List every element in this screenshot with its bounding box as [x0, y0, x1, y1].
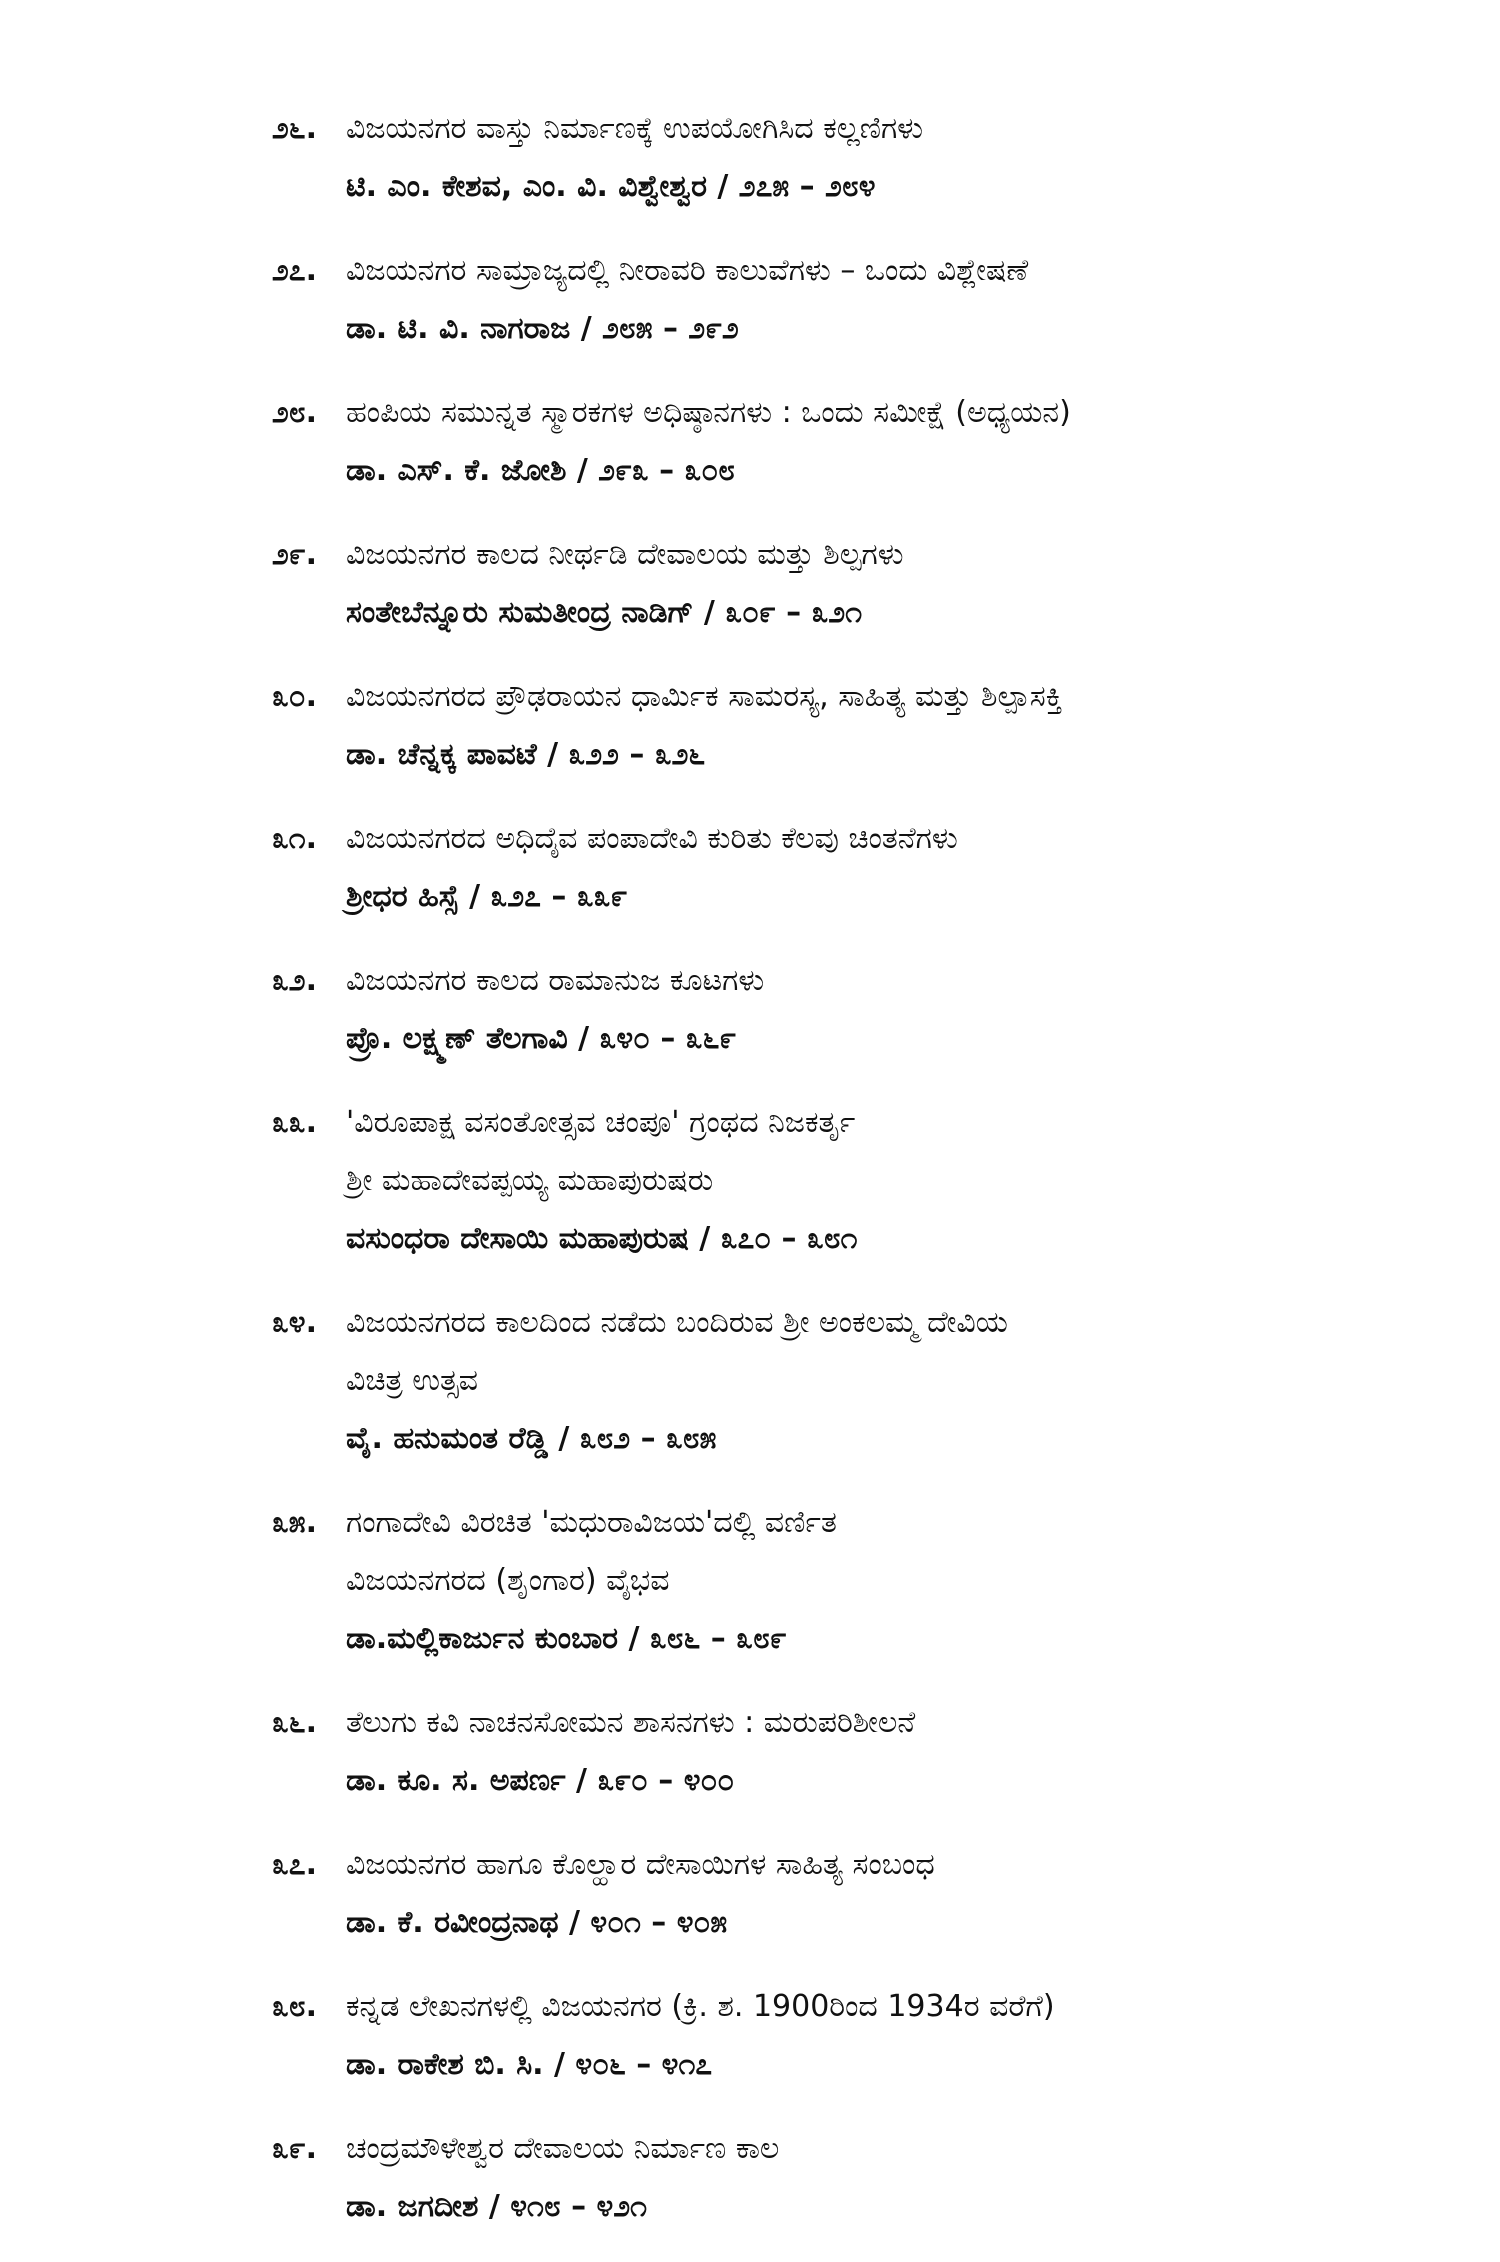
entry-author-pages: ವಸುಂಧರಾ ದೇಸಾಯಿ ಮಹಾಪುರುಷ / ೩೭೦ – ೩೮೧ — [346, 1221, 858, 1256]
entry-title: ವಿಜಯನಗರ ಸಾಮ್ರಾಜ್ಯದಲ್ಲಿ ನೀರಾವರಿ ಕಾಲುವೆಗಳು – ಒಂದು ವಿಶ್ಲೇಷಣೆ — [346, 253, 1029, 288]
entry-author-pages: ಡಾ. ಕೆ. ರವೀಂದ್ರನಾಥ / ೪೦೧ – ೪೦೫ — [346, 1905, 728, 1940]
entry-title: ವಿಜಯನಗರದ ಕಾಲದಿಂದ ನಡೆದು ಬಂದಿರುವ ಶ್ರೀ ಅಂಕಲಮ್ಮ ದೇವಿಯ — [346, 1305, 1008, 1340]
toc-entry — [272, 810, 1272, 926]
entry-author-pages: ಟಿ. ಎಂ. ಕೇಶವ, ಎಂ. ವಿ. ವಿಶ್ವೇಶ್ವರ / ೨೭೫ – ೨೮೪ — [346, 169, 876, 204]
entry-title: ವಿಜಯನಗರ ಕಾಲದ ನೀರ್ಥಡಿ ದೇವಾಲಯ ಮತ್ತು ಶಿಲ್ಪಗಳು — [346, 537, 904, 572]
toc-entry — [272, 1094, 1272, 1268]
toc-entry — [272, 100, 1272, 216]
entry-number: ೩೧. — [272, 821, 317, 856]
entry-body — [346, 1294, 1272, 1468]
entry-title: ಹಂಪಿಯ ಸಮುನ್ನತ ಸ್ಮಾರಕಗಳ ಅಧಿಷ್ಠಾನಗಳು : ಒಂದು ಸಮೀಕ್ಷೆ (ಅಧ್ಯಯನ) — [346, 395, 1071, 430]
entry-author-pages: ಪ್ರೊ. ಲಕ್ಷ್ಮಣ್ ತೆಲಗಾವಿ / ೩೪೦ – ೩೬೯ — [346, 1021, 737, 1056]
toc-entry — [272, 1836, 1272, 1952]
entry-number: ೩೩. — [272, 1105, 317, 1140]
entry-number: ೩೨. — [272, 963, 317, 998]
entry-title: ವಿಜಯನಗರ ಹಾಗೂ ಕೊಲ್ಹಾರ ದೇಸಾಯಿಗಳ ಸಾಹಿತ್ಯ ಸಂಬಂಧ — [346, 1847, 935, 1882]
entry-body — [346, 2120, 1272, 2236]
entry-author-pages: ಶ್ರೀಧರ ಹಿಸ್ಸೆ / ೩೨೭ – ೩೩೯ — [346, 879, 628, 914]
entry-title: 'ವಿರೂಪಾಕ್ಷ ವಸಂತೋತ್ಸವ ಚಂಪೂ' ಗ್ರಂಥದ ನಿಜಕರ್ತೃ — [346, 1105, 856, 1140]
entry-body — [346, 1836, 1272, 1952]
entry-number: ೩೫. — [272, 1505, 317, 1540]
toc-entry — [272, 1494, 1272, 1668]
toc-entry — [272, 1294, 1272, 1468]
entry-number: ೩೬. — [272, 1705, 317, 1740]
entry-body — [346, 384, 1272, 500]
entry-title: ವಿಜಯನಗರ ಕಾಲದ ರಾಮಾನುಜ ಕೂಟಗಳು — [346, 963, 765, 998]
toc-entry — [272, 668, 1272, 784]
entry-body — [346, 1494, 1272, 1668]
entry-author-pages: ಡಾ. ಎಸ್. ಕೆ. ಜೋಶಿ / ೨೯೩ – ೩೦೮ — [346, 453, 735, 488]
toc-entry — [272, 952, 1272, 1068]
entry-author-pages: ಡಾ. ಟಿ. ವಿ. ನಾಗರಾಜ / ೨೮೫ – ೨೯೨ — [346, 311, 739, 346]
entry-number: ೨೬. — [272, 111, 317, 146]
entry-title: ಕನ್ನಡ ಲೇಖನಗಳಲ್ಲಿ ವಿಜಯನಗರ (ಕ್ರಿ. ಶ. 1900ರಿಂದ 1934ರ ವರೆಗೆ) — [346, 1989, 1055, 2024]
entry-number: ೩೭. — [272, 1847, 317, 1882]
entry-number: ೨೯. — [272, 537, 317, 572]
entry-title: ವಿಜಯನಗರದ (ಶೃಂಗಾರ) ವೈಭವ — [346, 1563, 670, 1598]
entry-author-pages: ಡಾ. ಜಗದೀಶ / ೪೧೮ – ೪೨೧ — [346, 2189, 647, 2224]
entry-author-pages: ಡಾ. ಚೆನ್ನಕ್ಕ ಪಾವಟೆ / ೩೨೨ – ೩೨೬ — [346, 737, 706, 772]
entry-number: ೩೮. — [272, 1989, 317, 2024]
entry-body — [346, 242, 1272, 358]
toc-entry — [272, 1978, 1272, 2094]
entry-body — [346, 1978, 1272, 2094]
entry-body — [346, 1094, 1272, 1268]
entry-body — [346, 1694, 1272, 1810]
entry-body — [346, 810, 1272, 926]
entry-author-pages: ಡಾ.ಮಲ್ಲಿಕಾರ್ಜುನ ಕುಂಬಾರ / ೩೮೬ – ೩೮೯ — [346, 1621, 787, 1656]
entry-author-pages: ಸಂತೇಬೆನ್ನೂರು ಸುಮತೀಂದ್ರ ನಾಡಿಗ್ / ೩೦೯ – ೩೨೧ — [346, 595, 863, 630]
toc-entry — [272, 2120, 1272, 2236]
toc-entry — [272, 242, 1272, 358]
entry-number: ೩೪. — [272, 1305, 317, 1340]
entry-number: ೩೯. — [272, 2131, 317, 2166]
entry-body — [346, 952, 1272, 1068]
entry-title: ವಿಜಯನಗರದ ಅಧಿದೈವ ಪಂಪಾದೇವಿ ಕುರಿತು ಕೆಲವು ಚಿಂತನೆಗಳು — [346, 821, 958, 856]
entry-number: ೨೭. — [272, 253, 317, 288]
entry-author-pages: ಡಾ. ರಾಕೇಶ ಬಿ. ಸಿ. / ೪೦೬ – ೪೧೭ — [346, 2047, 713, 2082]
entry-title: ಚಂದ್ರಮೌಳೇಶ್ವರ ದೇವಾಲಯ ನಿರ್ಮಾಣ ಕಾಲ — [346, 2131, 780, 2166]
entry-title: ವಿಜಯನಗರ ವಾಸ್ತು ನಿರ್ಮಾಣಕ್ಕೆ ಉಪಯೋಗಿಸಿದ ಕಲ್ಲಣಿಗಳು — [346, 111, 924, 146]
entry-title: ಶ್ರೀ ಮಹಾದೇವಪ್ಪಯ್ಯ ಮಹಾಪುರುಷರು — [346, 1163, 714, 1198]
entry-title: ವಿಚಿತ್ರ ಉತ್ಸವ — [346, 1363, 479, 1398]
entry-body — [346, 668, 1272, 784]
entry-number: ೩೦. — [272, 679, 317, 714]
entry-title: ಗಂಗಾದೇವಿ ವಿರಚಿತ 'ಮಧುರಾವಿಜಯ'ದಲ್ಲಿ ವರ್ಣಿತ — [346, 1505, 837, 1540]
entry-author-pages: ವೈ. ಹನುಮಂತ ರೆಡ್ಡಿ / ೩೮೨ – ೩೮೫ — [346, 1421, 717, 1456]
entry-title: ತೆಲುಗು ಕವಿ ನಾಚನಸೋಮನ ಶಾಸನಗಳು : ಮರುಪರಿಶೀಲನೆ — [346, 1705, 916, 1740]
toc-entry — [272, 384, 1272, 500]
entry-title: ವಿಜಯನಗರದ ಪ್ರೌಢರಾಯನ ಧಾರ್ಮಿಕ ಸಾಮರಸ್ಯ, ಸಾಹಿತ್ಯ ಮತ್ತು ಶಿಲ್ಪಾಸಕ್ತಿ — [346, 679, 1063, 714]
toc-entry — [272, 1694, 1272, 1810]
toc-entry — [272, 526, 1272, 642]
entry-body — [346, 526, 1272, 642]
entry-number: ೨೮. — [272, 395, 317, 430]
table-of-contents — [272, 100, 1272, 2262]
entry-author-pages: ಡಾ. ಕೂ. ಸ. ಅಪರ್ಣ / ೩೯೦ – ೪೦೦ — [346, 1763, 735, 1798]
entry-body — [346, 100, 1272, 216]
